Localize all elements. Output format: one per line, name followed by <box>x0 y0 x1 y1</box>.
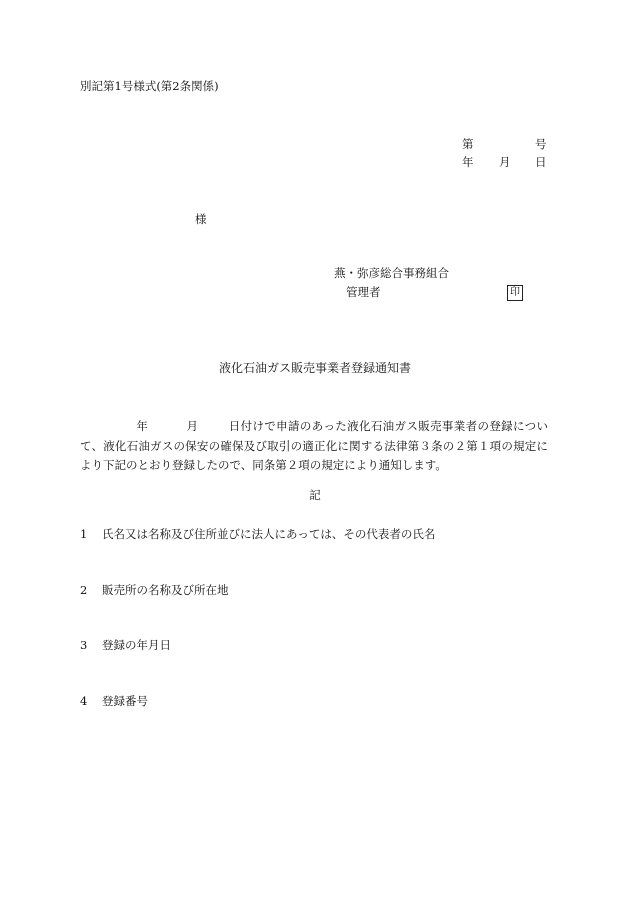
date-year-label: 年 <box>462 155 474 169</box>
list-item <box>80 529 435 541</box>
item-label: 氏名又は名称及び住所並びに法人にあっては、その代表者の氏名 <box>102 527 436 541</box>
notice-body-paragraph <box>80 417 548 476</box>
body-month-label: 月 <box>186 419 199 433</box>
list-item <box>80 696 148 708</box>
issuer-organization: 燕・弥彦総合事務組合 <box>334 266 449 280</box>
addressee-honorific: 様 <box>195 212 207 226</box>
item-number: 2 <box>80 583 88 597</box>
body-year-label: 年 <box>136 419 149 433</box>
seal-stamp: 印 <box>507 285 523 301</box>
item-number: 1 <box>80 527 88 541</box>
date-month-label: 月 <box>499 155 511 169</box>
list-item <box>80 585 229 597</box>
form-label: 別記第1号様式(第2条関係) <box>80 79 219 93</box>
item-number: 4 <box>80 694 88 708</box>
document-number-prefix: 第 <box>462 137 474 151</box>
date-day-label: 日 <box>535 155 547 169</box>
ki-heading: 記 <box>309 488 321 502</box>
issuer-title: 管理者 <box>346 285 381 299</box>
item-label: 登録番号 <box>102 694 148 708</box>
item-label: 販売所の名称及び所在地 <box>102 583 229 597</box>
document-number-suffix: 号 <box>535 137 547 151</box>
document-title: 液化石油ガス販売事業者登録通知書 <box>218 361 411 375</box>
item-label: 登録の年月日 <box>102 638 171 652</box>
item-number: 3 <box>80 638 88 652</box>
list-item <box>80 640 171 652</box>
body-text: 日付けで申請のあった液化石油ガス販売事業者の登録について、液化石油ガスの保安の確保及び取引の適正化に関する法律第３条の２第１項の規定により下記のとおり登録したので、同条第２項の規定により通知します。 <box>80 419 549 472</box>
